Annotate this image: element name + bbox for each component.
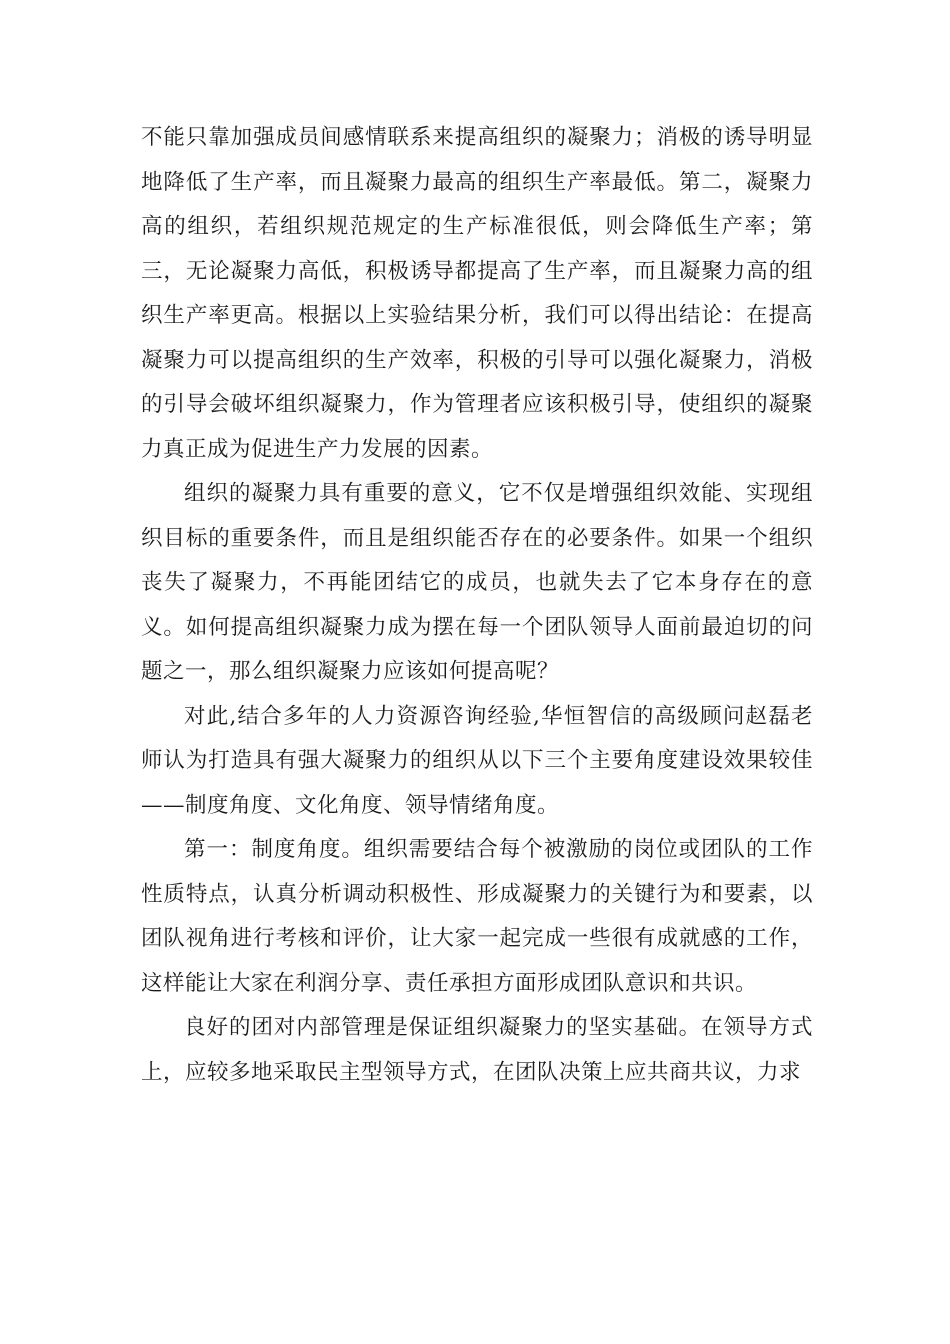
paragraph-4: 第一：制度角度。组织需要结合每个被激励的岗位或团队的工作性质特点，认真分析调动积极性、形成凝聚力的关键行为和要素，以团队视角进行考核和评价，让大家一起完成一些很有成就感的工作，这样能让大家在利润分享、责任承担方面形成团队意识和共识。 [141,837,813,996]
document-body [141,116,813,1095]
paragraph-5: 良好的团对内部管理是保证组织凝聚力的坚实基础。在领导方式上，应较多地采取民主型领导方式，在团队决策上应共商共议，力求 [141,1015,813,1085]
paragraph-2: 组织的凝聚力具有重要的意义，它不仅是增强组织效能、实现组织目标的重要条件，而且是组织能否存在的必要条件。如果一个组织丧失了凝聚力，不再能团结它的成员，也就失去了它本身存在的意义。如何提高组织凝聚力成为摆在每一个团队领导人面前最迫切的问题之一，那么组织凝聚力应该如何提高呢？ [141,481,813,684]
paragraph-3: 对此,结合多年的人力资源咨询经验,华恒智信的高级顾问赵磊老师认为打造具有强大凝聚力的组织从以下三个主要角度建设效果较佳——制度角度、文化角度、领导情绪角度。 [141,703,813,818]
paragraph-1: 不能只靠加强成员间感情联系来提高组织的凝聚力；消极的诱导明显地降低了生产率，而且凝聚力最高的组织生产率最低。第二，凝聚力高的组织，若组织规范规定的生产标准很低，则会降低生产率；第三，无论凝聚力高低，积极诱导都提高了生产率，而且凝聚力高的组织生产率更高。根据以上实验结果分析，我们可以得出结论：在提高凝聚力可以提高组织的生产效率，积极的引导可以强化凝聚力，消极的引导会破坏组织凝聚力，作为管理者应该积极引导，使组织的凝聚力真正成为促进生产力发展的因素。 [141,125,813,462]
